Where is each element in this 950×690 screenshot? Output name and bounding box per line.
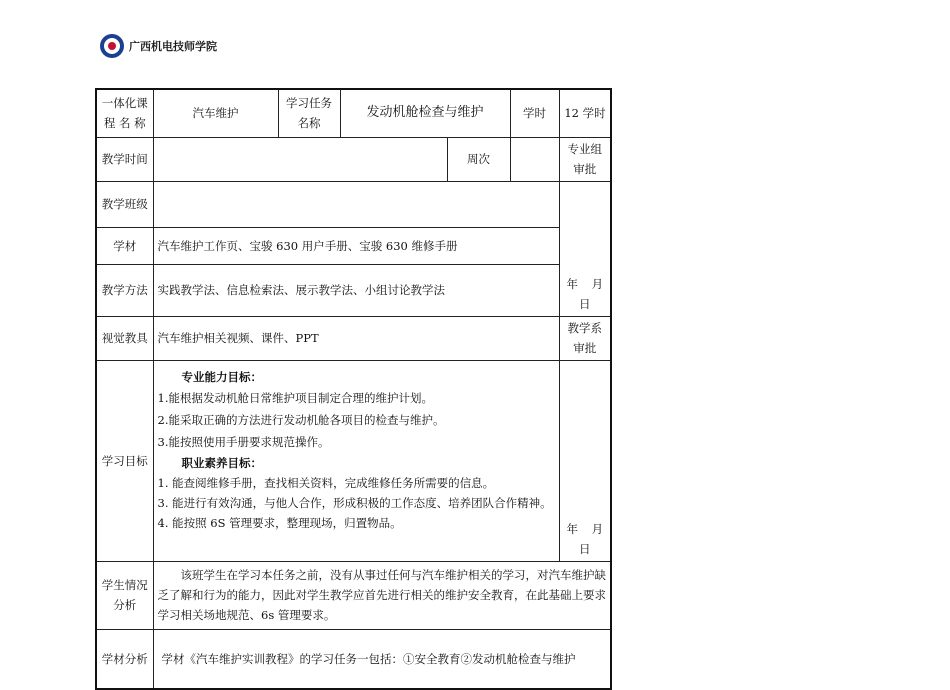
job-goal-item: 4. 能按照 6S 管理要求，整理现场，归置物品。: [157, 515, 402, 530]
review-dept-label: 教学系审批: [559, 316, 611, 360]
pro-goal-item: 1.能根据发动机舱日常维护项目制定合理的维护计划。: [157, 390, 433, 405]
class-value: [153, 181, 559, 227]
hours-value: 12 学时: [559, 89, 611, 137]
document-header: [100, 34, 217, 58]
task-name-value: 发动机舱检查与维护: [340, 89, 510, 137]
media-label: 视觉教具: [96, 316, 153, 360]
material-value: 汽车维护工作页、宝骏 630 用户手册、宝骏 630 维修手册: [153, 227, 559, 264]
week-label: 周次: [447, 137, 510, 181]
method-label: 教学方法: [96, 264, 153, 316]
pro-goal-item: 3.能按照使用手册要求规范操作。: [157, 434, 330, 449]
teaching-time-label: 教学时间: [96, 137, 153, 181]
pro-goal-title: 专业能力目标：: [181, 369, 262, 384]
student-analysis-label: 学生情况分析: [96, 561, 153, 629]
pro-goal-item: 2.能采取正确的方法进行发动机舱各项目的检查与维护。: [157, 412, 445, 427]
task-name-label: 学习任务名称: [278, 89, 340, 137]
school-name: 广西机电技师学院: [129, 40, 217, 53]
job-goal-item: 1. 能查阅维修手册，查找相关资料，完成维修任务所需要的信息。: [157, 475, 495, 490]
lesson-plan-table: [95, 88, 612, 690]
course-name-label: 一体化课程 名 称: [96, 89, 153, 137]
job-goal-item: 3. 能进行有效沟通，与他人合作，形成积极的工作态度、培养团队合作精神。: [157, 495, 552, 510]
teaching-time-value: [153, 137, 447, 181]
goals-label: 学习目标: [96, 360, 153, 561]
media-value: 汽车维护相关视频、课件、PPT: [153, 316, 559, 360]
job-goal-title: 职业素养目标：: [181, 455, 262, 470]
class-label: 教学班级: [96, 181, 153, 227]
material-analysis-label: 学材分析: [96, 629, 153, 689]
student-analysis-value: 该班学生在学习本任务之前，没有从事过任何与汽车维护相关的学习，对汽车维护缺乏了解和行为的能力，因此对学生教学应首先进行相关的维护安全教育，在此基础上要求学习相关场地规范、6s 管理要求。: [153, 561, 611, 629]
goals-cell: [153, 360, 559, 561]
material-analysis-value: 学材《汽车维护实训教程》的学习任务一包括：①安全教育②发动机舱检查与维护: [153, 629, 611, 689]
week-value: [510, 137, 559, 181]
school-logo-icon: [100, 34, 124, 58]
review-dept-date: 年 月 日: [559, 360, 611, 561]
course-name-value: 汽车维护: [153, 89, 278, 137]
method-value: 实践教学法、信息检索法、展示教学法、小组讨论教学法: [153, 264, 559, 316]
hours-label: 学时: [510, 89, 559, 137]
review-group-date: 年 月 日: [559, 181, 611, 316]
material-label: 学材: [96, 227, 153, 264]
review-group-label: 专业组审批: [559, 137, 611, 181]
